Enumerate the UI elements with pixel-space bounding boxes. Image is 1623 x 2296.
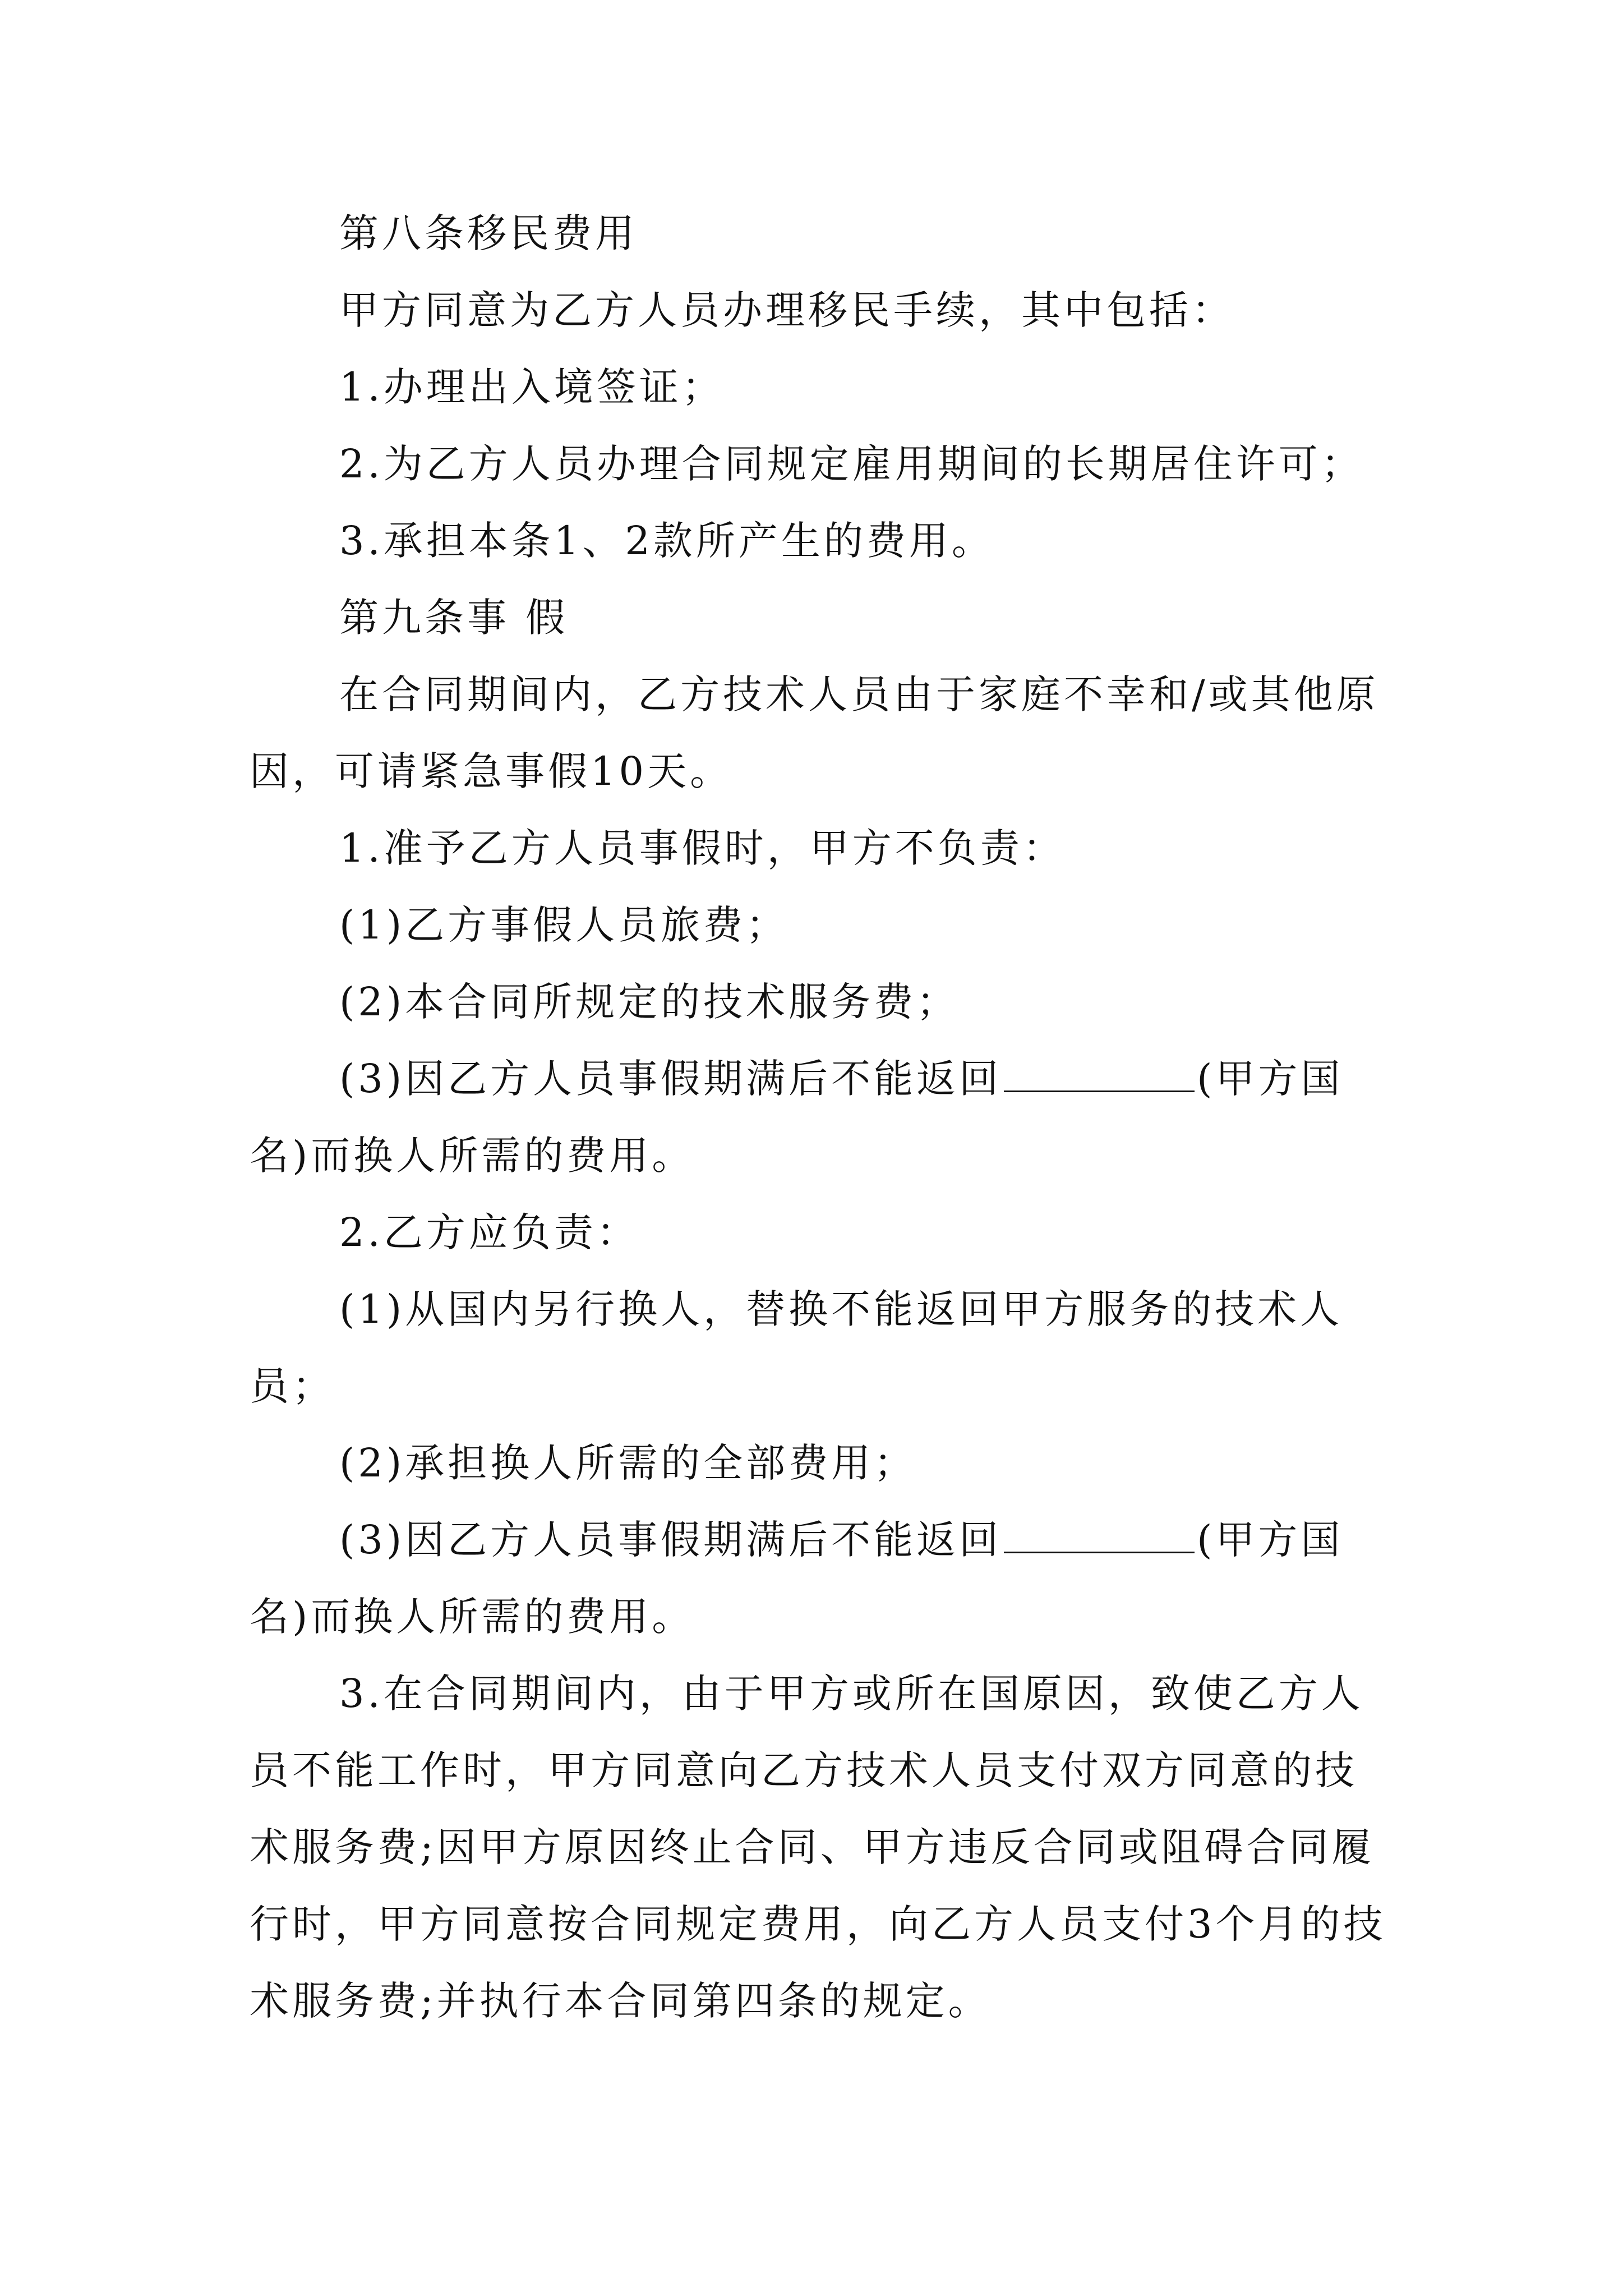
list-subitem: (2)本合同所规定的技术服务费； <box>339 979 960 1025</box>
list-subitem <box>250 1041 1388 1194</box>
article-9-heading: 第九条事 假 <box>339 595 569 641</box>
list-subitem: (2)承担换人所需的全部费用； <box>339 1440 917 1486</box>
document-body <box>250 195 1388 2040</box>
subitem-text-before-blank: (3)因乙方人员事假期满后不能返回 <box>339 1517 1002 1563</box>
list-item: 1.办理出入境签证； <box>339 364 725 410</box>
list-subitem: (1)乙方事假人员旅费； <box>339 902 789 948</box>
list-item: 2.乙方应负责： <box>339 1209 639 1255</box>
subitem-text-after-blank: (甲方国名)而换人所需的费用。 <box>250 1517 1344 1640</box>
list-item: 2.为乙方人员办理合同规定雇用期间的长期居住许可； <box>339 441 1364 487</box>
list-item: 3.在合同期间内，由于甲方或所在国原因，致使乙方人员不能工作时，甲方同意向乙方技术人员支付双方同意的技术服务费;因甲方原因终止合同、甲方违反合同或阻碍合同履行时，甲方同意按合同规定费用，向乙方人员支付3个月的技术服务费;并执行本合同第四条的规定。 <box>250 1671 1386 2024</box>
fill-in-blank <box>1004 1056 1195 1092</box>
fill-in-blank <box>1004 1517 1195 1553</box>
paragraph: 在合同期间内，乙方技术人员由于家庭不幸和/或其他原因，可请紧急事假10天。 <box>250 671 1379 794</box>
subitem-text-after-blank: (甲方国名)而换人所需的费用。 <box>250 1056 1344 1179</box>
list-subitem <box>250 1502 1388 1655</box>
subitem-text-before-blank: (3)因乙方人员事假期满后不能返回 <box>339 1056 1002 1102</box>
paragraph: 甲方同意为乙方人员办理移民手续，其中包括： <box>339 287 1234 333</box>
list-item: 3.承担本条1、2款所产生的费用。 <box>339 518 994 564</box>
list-item: 1.准予乙方人员事假时，甲方不负责： <box>339 825 1066 871</box>
list-subitem: (1)从国内另行换人，替换不能返回甲方服务的技术人员； <box>250 1286 1343 1409</box>
article-8-heading: 第八条移民费用 <box>339 210 638 256</box>
